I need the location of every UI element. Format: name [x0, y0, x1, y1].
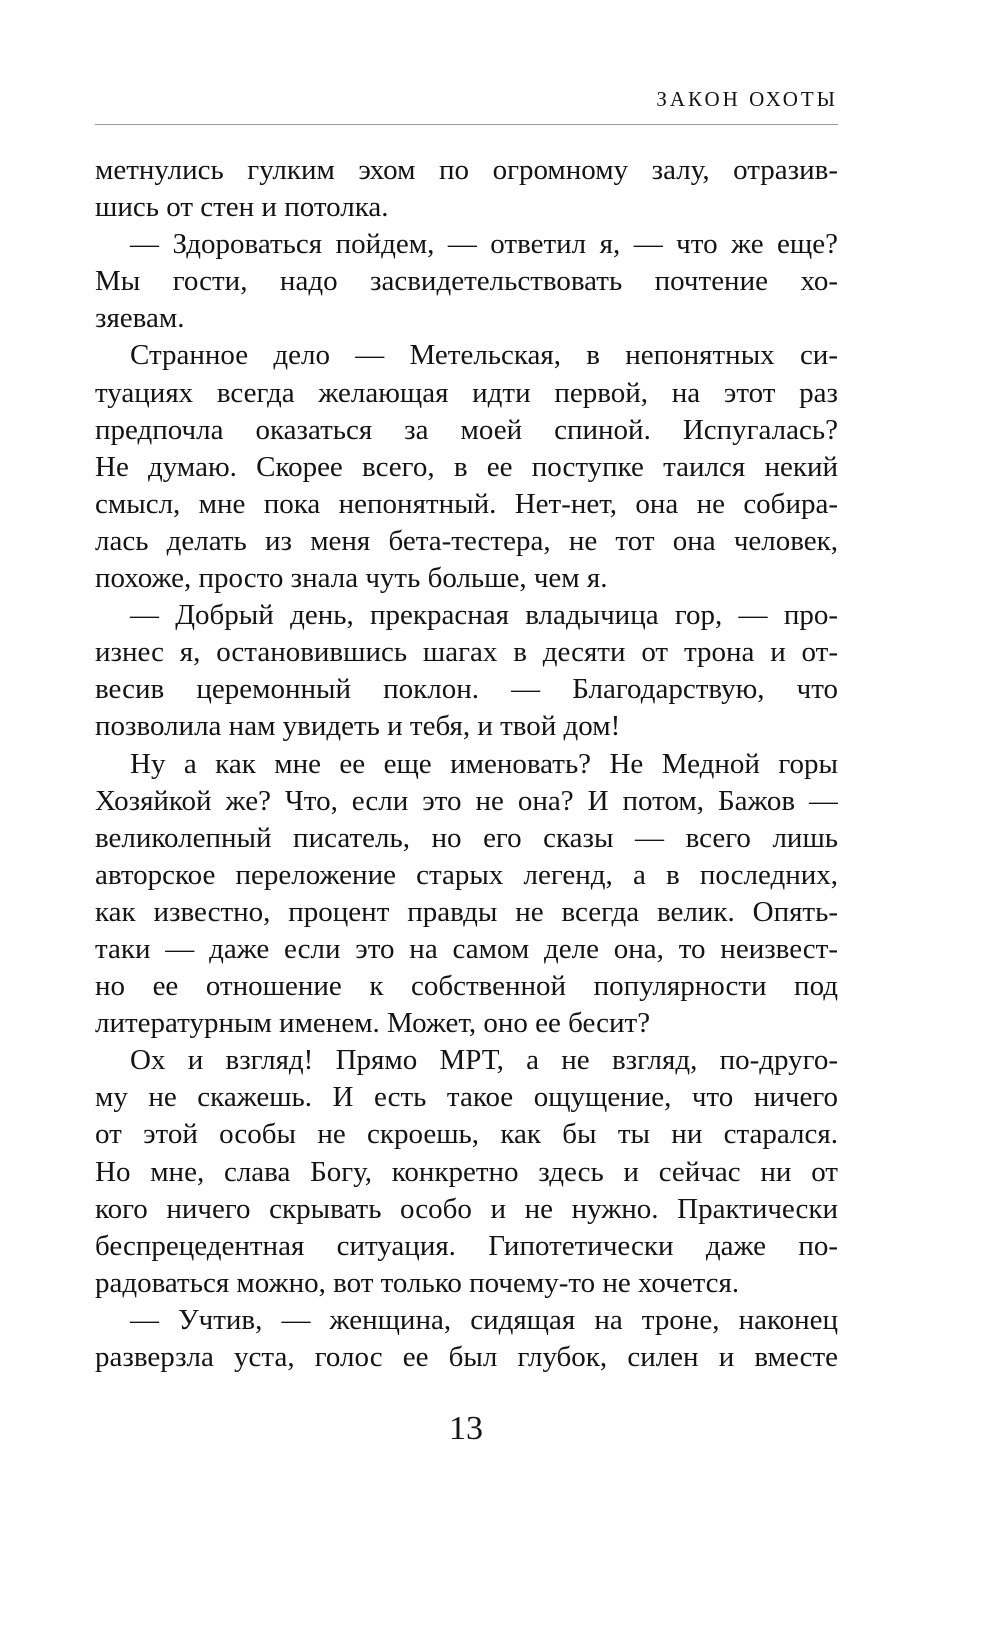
text-line: кого ничего скрывать особо и не нужно. Практически	[95, 1192, 838, 1225]
text-line: похоже, просто знала чуть больше, чем я.	[95, 562, 608, 595]
text-line: разверзла уста, голос ее был глубок, силен и вместе	[95, 1341, 838, 1373]
text-line: — Учтив, — женщина, сидящая на троне, наконец	[130, 1303, 838, 1336]
text-line: но ее отношение к собственной популярности под	[95, 970, 838, 1003]
paragraph	[95, 1302, 838, 1376]
text-line: изнес я, остановившись шагах в десяти от трона и от-	[95, 636, 838, 669]
text-line: лась делать из меня бета-тестера, не тот она человек,	[95, 524, 838, 557]
page-number: 13	[449, 1410, 483, 1447]
text-line: Хозяйкой же? Что, если это не она? И потом, Бажов —	[95, 784, 838, 817]
text-line: шись от стен и потолка.	[95, 191, 389, 224]
text-line: туациях всегда желающая идти первой, на этот раз	[95, 376, 838, 409]
paragraph	[95, 226, 838, 337]
text-line: Ну а как мне ее еще именовать? Не Медной горы	[130, 747, 838, 780]
text-line: позволила нам увидеть и тебя, и твой дом!	[95, 710, 621, 743]
text-line: радоваться можно, вот только почему-то не хочется.	[95, 1266, 740, 1299]
text-line: предпочла оказаться за моей спиной. Испугалась?	[95, 413, 838, 446]
paragraph	[95, 337, 838, 597]
text-line: таки — даже если это на самом деле она, то неизвест-	[95, 932, 838, 965]
text-line: Ох и взгляд! Прямо МРТ, а не взгляд, по-друго-	[130, 1044, 838, 1077]
text-line: му не скажешь. И есть такое ощущение, что ничего	[95, 1081, 838, 1114]
text-line: — Здороваться пойдем, — ответил я, — что же еще?	[130, 228, 838, 261]
body-text	[95, 152, 838, 1376]
text-line: авторское переложение старых легенд, а в последних,	[95, 858, 838, 891]
text-line: Странное дело — Метельская, в непонятных си-	[130, 339, 838, 372]
text-line: от этой особы не скроешь, как бы ты ни старался.	[95, 1118, 838, 1151]
paragraph	[95, 152, 838, 226]
text-line: смысл, мне пока непонятный. Нет-нет, она не собира-	[95, 487, 838, 520]
text-line: Но мне, слава Богу, конкретно здесь и сейчас ни от	[95, 1155, 838, 1188]
text-line: литературным именем. Может, оно ее бесит?	[95, 1007, 651, 1040]
text-line: Не думаю. Скорее всего, в ее поступке таился некий	[95, 450, 838, 483]
text-line: великолепный писатель, но его сказы — всего лишь	[95, 821, 838, 854]
paragraph	[95, 597, 838, 745]
header-rule	[95, 124, 838, 125]
paragraph	[95, 746, 838, 1043]
text-line: Мы гости, надо засвидетельствовать почтение хо-	[95, 265, 838, 298]
paragraph	[95, 1042, 838, 1302]
text-line: зяевам.	[95, 302, 185, 335]
text-line: беспрецедентная ситуация. Гипотетически даже по-	[95, 1229, 838, 1262]
text-line: как известно, процент правды не всегда велик. Опять-	[95, 895, 838, 928]
running-head-title: ЗАКОН ОХОТЫ	[656, 87, 838, 111]
text-line: весив церемонный поклон. — Благодарствую, что	[95, 673, 838, 706]
text-line: метнулись гулким эхом по огромному залу, отразив-	[95, 154, 838, 186]
text-line: — Добрый день, прекрасная владычица гор, — про-	[130, 599, 838, 632]
